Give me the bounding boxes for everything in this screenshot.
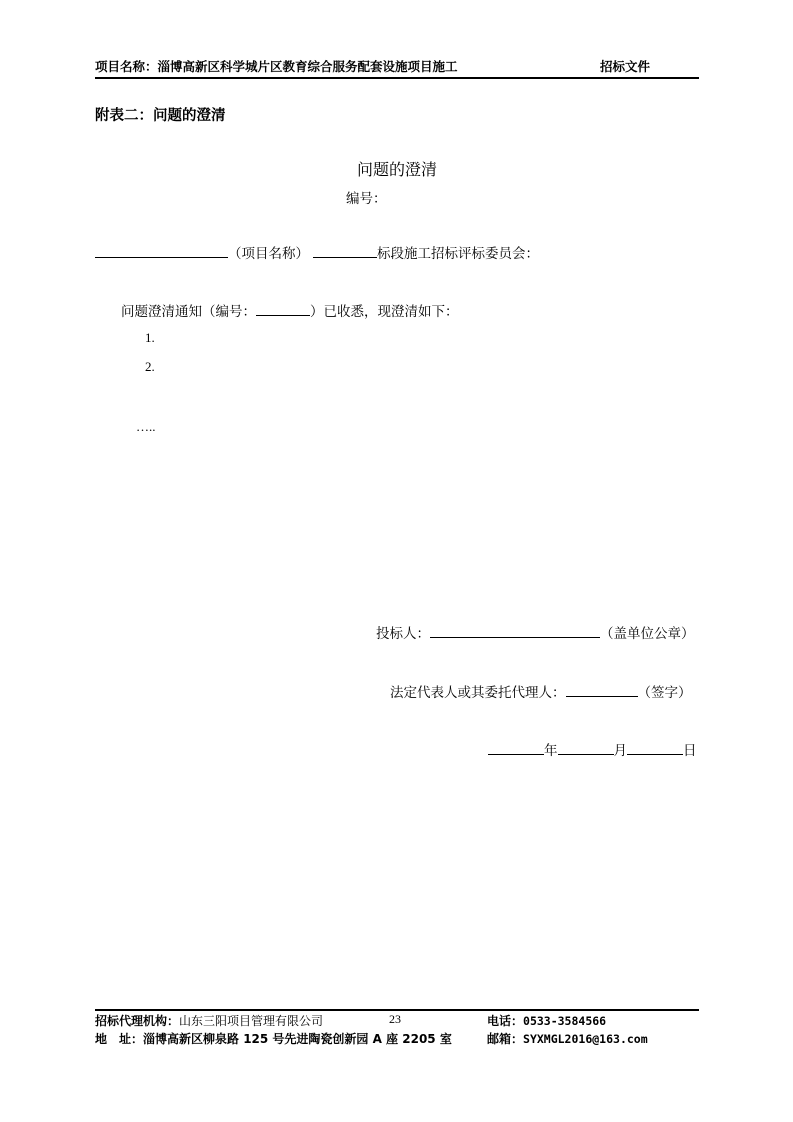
header-project-name: 淄博高新区科学城片区教育综合服务配套设施项目施工 bbox=[157, 59, 458, 74]
month-blank bbox=[558, 742, 614, 755]
form-number-label: 编号： bbox=[346, 191, 387, 207]
addressee-project-name: （项目名称） bbox=[228, 246, 309, 262]
footer-agency bbox=[95, 1012, 323, 1029]
footer-rule bbox=[95, 1009, 699, 1011]
page-number: 23 bbox=[389, 1012, 401, 1026]
section-blank bbox=[313, 245, 377, 258]
appendix-title: 附表二：问题的澄清 bbox=[95, 108, 226, 124]
footer-address-value: 淄博高新区柳泉路 125 号先进陶瓷创新园 A 座 2205 室 bbox=[143, 1032, 452, 1046]
bidder-label: 投标人： bbox=[376, 626, 430, 642]
footer-email bbox=[487, 1030, 648, 1047]
footer-agency-label: 招标代理机构： bbox=[95, 1014, 180, 1028]
intro-prefix: 问题澄清通知（编号： bbox=[121, 304, 256, 320]
footer-email-label: 邮箱： bbox=[487, 1032, 524, 1046]
intro-suffix: ）已收悉，现澄清如下： bbox=[310, 304, 459, 320]
rep-label: 法定代表人或其委托代理人： bbox=[390, 685, 566, 701]
ellipsis: ….. bbox=[136, 419, 156, 434]
footer-email-value: SYXMGL2016@163.com bbox=[523, 1032, 648, 1046]
day-blank bbox=[627, 742, 683, 755]
addressee-suffix: 标段施工招标评标委员会： bbox=[377, 246, 539, 262]
intro-line bbox=[121, 300, 459, 320]
year-blank bbox=[488, 742, 544, 755]
list-item: 2. bbox=[145, 359, 155, 374]
addressee-line bbox=[95, 242, 539, 262]
bidder-note: （盖单位公章） bbox=[600, 626, 695, 642]
header-doc-type: 招标文件 bbox=[600, 59, 651, 74]
footer-phone-label: 电话： bbox=[487, 1014, 524, 1028]
bidder-line bbox=[376, 622, 695, 642]
date-year: 年 bbox=[544, 743, 558, 759]
representative-line bbox=[390, 681, 692, 701]
header-rule bbox=[95, 77, 699, 79]
footer-agency-name: 山东三阳项目管理有限公司 bbox=[179, 1014, 324, 1028]
rep-blank bbox=[566, 684, 638, 697]
notice-number-blank bbox=[256, 303, 310, 316]
footer-address-label: 地 址： bbox=[95, 1032, 144, 1046]
header-project-label: 项目名称： bbox=[95, 59, 158, 74]
date-day: 日 bbox=[683, 743, 697, 759]
header-project bbox=[95, 57, 458, 75]
date-month: 月 bbox=[613, 743, 627, 759]
footer-address bbox=[95, 1030, 452, 1047]
list-item: 1. bbox=[145, 330, 155, 345]
form-title: 问题的澄清 bbox=[357, 160, 438, 179]
date-line bbox=[488, 739, 697, 759]
footer-phone-value: 0533-3584566 bbox=[523, 1014, 607, 1028]
rep-note: （签字） bbox=[637, 685, 692, 701]
project-name-blank bbox=[95, 245, 228, 258]
footer-phone bbox=[487, 1012, 606, 1029]
bidder-blank bbox=[430, 625, 600, 638]
